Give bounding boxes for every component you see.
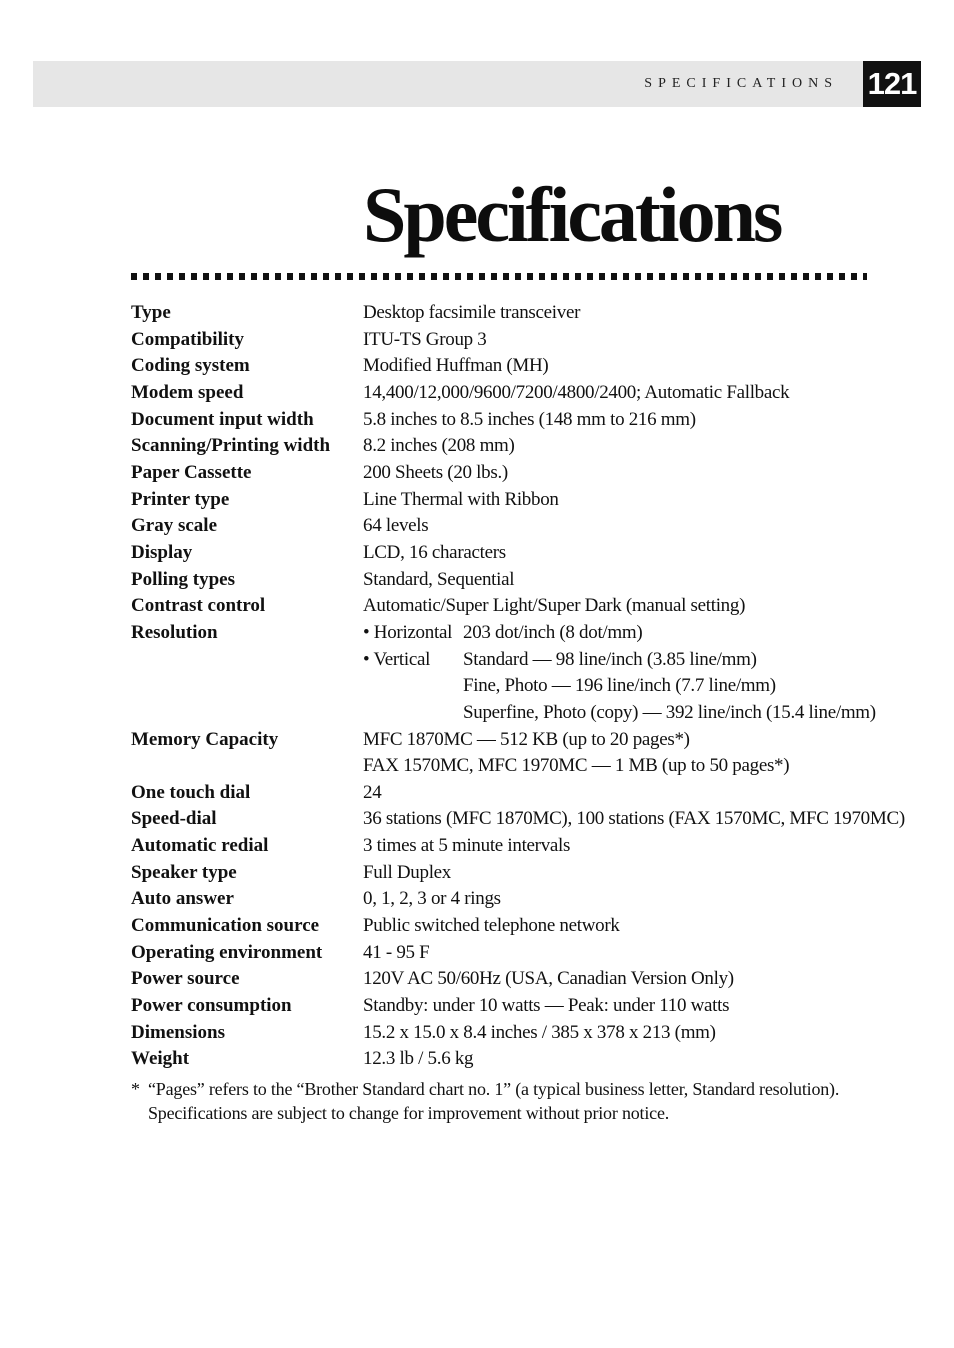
footnote-line: “Pages” refers to the “Brother Standard chart no. 1” (a typical business letter, Standard resolution).: [148, 1079, 840, 1099]
footnote-line: Specifications are subject to change for improvement without prior notice.: [148, 1103, 670, 1123]
spec-value: Automatic/Super Light/Super Dark (manual setting): [363, 595, 746, 617]
spec-value: Desktop facsimile transceiver: [363, 302, 581, 323]
resolution-vertical-value: Standard — 98 line/inch (3.85 line/mm): [463, 648, 757, 670]
spec-row: [131, 940, 871, 967]
spec-value: 24: [363, 781, 382, 803]
page-number: 121: [863, 61, 921, 107]
spec-value: LCD, 16 characters: [363, 541, 506, 563]
spec-row: [131, 593, 871, 620]
spec-row-resolution: [131, 620, 876, 727]
memory-value: FAX 1570MC, MFC 1970MC — 1 MB (up to 50 pages*): [363, 755, 790, 777]
spec-row: [131, 1020, 871, 1047]
spec-label: Automatic redial: [131, 835, 269, 857]
spec-label: Dimensions: [131, 1021, 225, 1043]
spec-row: [131, 993, 871, 1020]
spec-row: [131, 833, 871, 860]
spec-row-memory: [131, 727, 871, 780]
spec-value: Modified Huffman (MH): [363, 355, 549, 377]
spec-value: 3 times at 5 minute intervals: [363, 835, 571, 857]
spec-value: Standby: under 10 watts — Peak: under 110 watts: [363, 995, 730, 1017]
spec-label: Operating environment: [131, 941, 323, 963]
spec-value: Public switched telephone network: [363, 915, 620, 937]
spec-row: [131, 407, 871, 434]
spec-row: [131, 1046, 871, 1073]
spec-label: Document input width: [131, 408, 314, 430]
spec-row: [131, 300, 871, 327]
spec-label: Printer type: [131, 488, 230, 510]
spec-row: [131, 860, 871, 887]
spec-label: Modem speed: [131, 381, 244, 403]
spec-row: [131, 327, 871, 354]
spec-label: Resolution: [131, 621, 218, 643]
spec-label: Speed-dial: [131, 808, 217, 830]
resolution-horizontal-key: • Horizontal: [363, 621, 453, 643]
spec-label: Display: [131, 541, 193, 563]
resolution-vertical-value: Superfine, Photo (copy) — 392 line/inch (15.4 line/mm): [463, 701, 876, 723]
dotted-divider: [131, 273, 867, 280]
spec-row: [131, 780, 871, 807]
resolution-vertical-key: • Vertical: [363, 648, 431, 670]
spec-value: 15.2 x 15.0 x 8.4 inches / 385 x 378 x 213 (mm): [363, 1021, 716, 1043]
spec-label: Polling types: [131, 568, 235, 590]
spec-value: 8.2 inches (208 mm): [363, 435, 515, 457]
spec-value: Standard, Sequential: [363, 568, 515, 590]
spec-value: 0, 1, 2, 3 or 4 rings: [363, 888, 501, 910]
spec-row: [131, 913, 871, 940]
spec-value: 64 levels: [363, 515, 429, 537]
spec-row: [131, 353, 871, 380]
spec-label: Paper Cassette: [131, 461, 252, 483]
spec-row: [131, 513, 871, 540]
footnote-mark: *: [131, 1079, 140, 1099]
spec-value: Full Duplex: [363, 861, 452, 883]
spec-value: [363, 620, 876, 727]
spec-row: [131, 966, 871, 993]
spec-value: ITU-TS Group 3: [363, 328, 487, 350]
page-title: Specifications: [363, 171, 781, 258]
spec-table: [131, 300, 905, 1073]
spec-value: 200 Sheets (20 lbs.): [363, 461, 508, 483]
spec-row: [131, 567, 871, 594]
spec-label: Gray scale: [131, 515, 218, 537]
spec-label: Power consumption: [131, 995, 292, 1017]
spec-label: Compatibility: [131, 328, 244, 350]
spec-label: Memory Capacity: [131, 728, 279, 750]
spec-row: [131, 806, 905, 833]
spec-value: 36 stations (MFC 1870MC), 100 stations (FAX 1570MC, MFC 1970MC): [363, 808, 905, 830]
spec-value: 120V AC 50/60Hz (USA, Canadian Version Only): [363, 968, 734, 990]
spec-label: Contrast control: [131, 595, 266, 617]
spec-label: Type: [131, 302, 171, 323]
spec-value: [363, 727, 871, 780]
spec-label: Communication source: [131, 915, 320, 937]
spec-row: [131, 487, 871, 514]
running-head: SPECIFICATIONS: [644, 76, 838, 91]
spec-value: 14,400/12,000/9600/7200/4800/2400; Automatic Fallback: [363, 381, 790, 403]
spec-label: Auto answer: [131, 888, 234, 910]
footnote: [131, 1077, 871, 1125]
spec-label: One touch dial: [131, 781, 251, 803]
spec-value: 5.8 inches to 8.5 inches (148 mm to 216 mm): [363, 408, 696, 430]
spec-row: [131, 460, 871, 487]
spec-label: Speaker type: [131, 861, 237, 883]
spec-value: 12.3 lb / 5.6 kg: [363, 1048, 474, 1070]
spec-row: [131, 886, 871, 913]
spec-label: Weight: [131, 1048, 190, 1070]
resolution-vertical-value: Fine, Photo — 196 line/inch (7.7 line/mm): [463, 675, 776, 697]
spec-row: [131, 380, 871, 407]
spec-label: Coding system: [131, 355, 250, 377]
resolution-horizontal-value: 203 dot/inch (8 dot/mm): [463, 621, 643, 643]
spec-row: [131, 540, 871, 567]
memory-value: MFC 1870MC — 512 KB (up to 20 pages*): [363, 728, 690, 750]
spec-value: Line Thermal with Ribbon: [363, 488, 559, 510]
spec-label: Power source: [131, 968, 240, 990]
spec-row: [131, 433, 871, 460]
spec-label: Scanning/Printing width: [131, 435, 331, 457]
spec-value: 41 - 95 F: [363, 941, 430, 963]
